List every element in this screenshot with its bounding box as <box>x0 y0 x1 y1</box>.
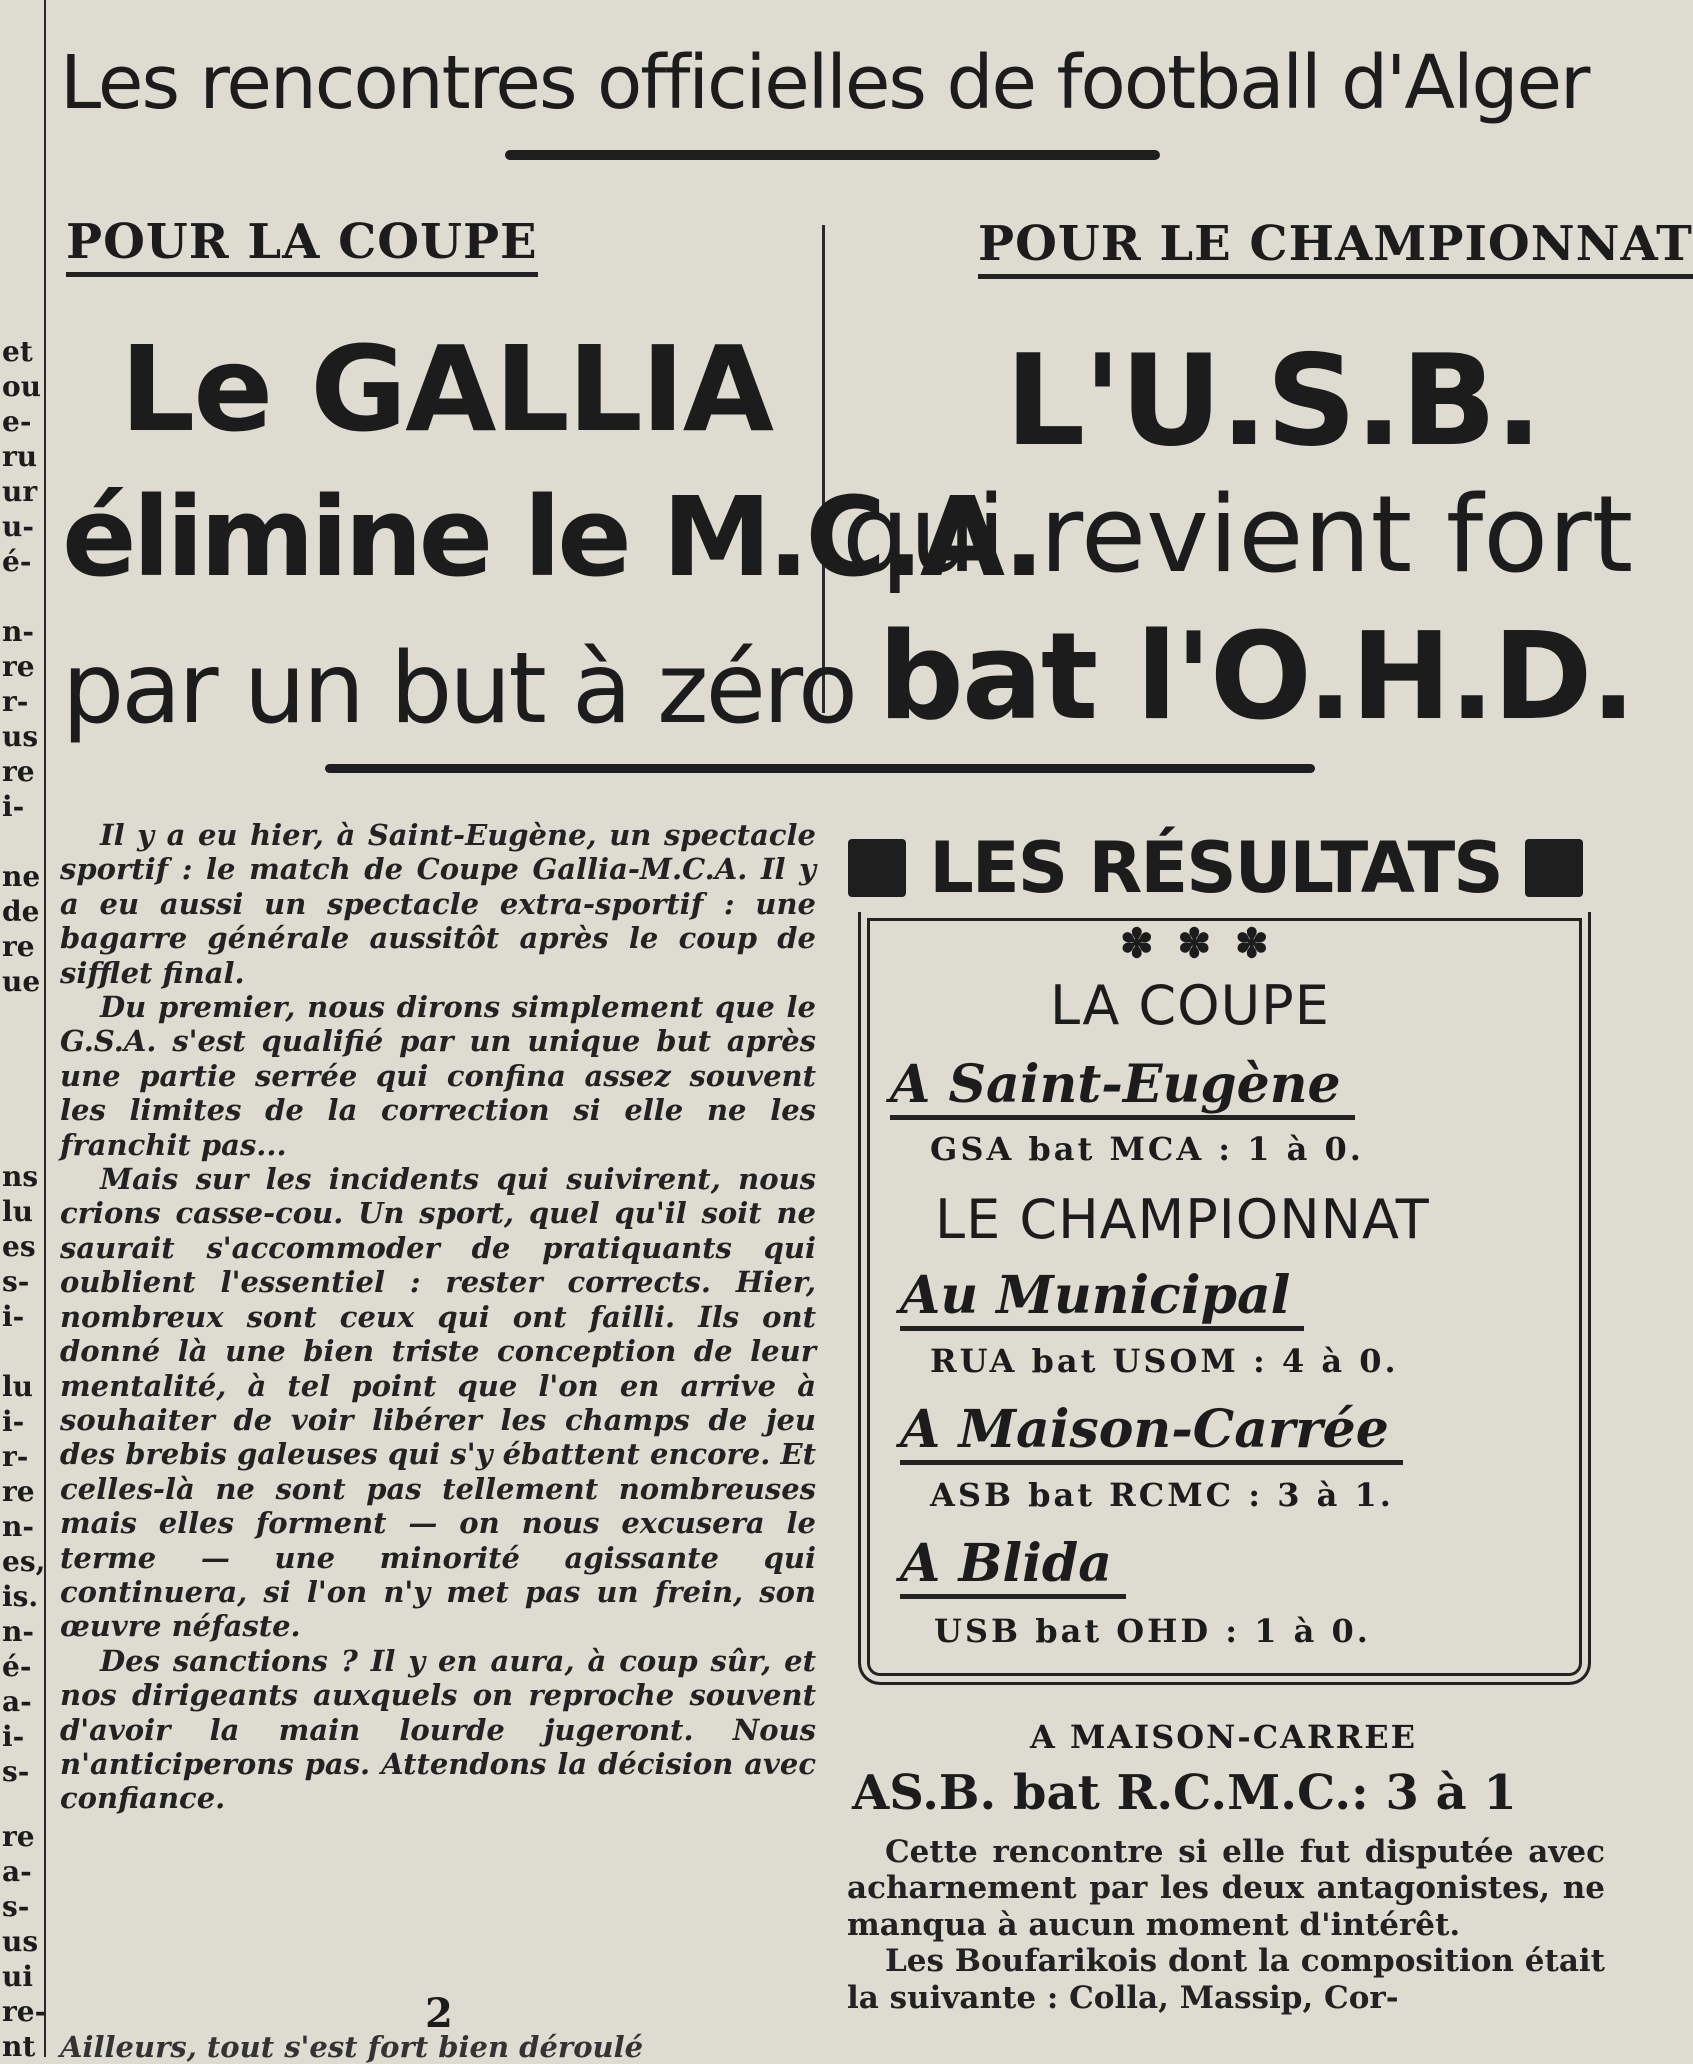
margin-fragment: é- <box>2 545 32 578</box>
margin-fragment: re <box>2 930 35 963</box>
margin-fragment: is. <box>2 1580 39 1613</box>
margin-fragment: re <box>2 755 35 788</box>
margin-fragment: s- <box>2 1265 30 1298</box>
margin-fragment: ue <box>2 965 41 998</box>
margin-fragment: e- <box>2 405 32 438</box>
adjacent-column-fragments <box>0 0 47 2063</box>
margin-fragment: lu <box>2 1370 33 1403</box>
square-ornament-right <box>1525 839 1583 897</box>
margin-fragment: é- <box>2 1650 32 1683</box>
venue-municipal: Au Municipal <box>900 1266 1304 1331</box>
margin-fragment: re <box>2 1475 35 1508</box>
margin-fragment: i- <box>2 1300 25 1333</box>
margin-fragment: re <box>2 650 35 683</box>
section-championnat: POUR LE CHAMPIONNAT <box>978 214 1693 279</box>
section-coupe: POUR LA COUPE <box>66 212 538 277</box>
margin-fragment: ns <box>2 1160 39 1193</box>
margin-fragment: nt <box>2 2030 36 2063</box>
report-body <box>847 1834 1605 2016</box>
article-next-line: Ailleurs, tout s'est fort bien déroulé <box>60 2030 644 2064</box>
margin-fragment: s- <box>2 1755 30 1788</box>
margin-fragment: ru <box>2 440 38 473</box>
margin-fragment: a- <box>2 1855 32 1888</box>
margin-fragment: re- <box>2 1995 47 2028</box>
margin-fragment: ne <box>2 860 41 893</box>
margin-fragment: n- <box>2 615 34 648</box>
margin-fragment: es <box>2 1230 36 1263</box>
score-municipal: RUA bat USOM : 4 à 0. <box>930 1342 1399 1380</box>
headline-left-line1: Le GALLIA <box>120 320 773 458</box>
headline-left-line3: par un but à zéro <box>62 632 856 746</box>
margin-fragment: es, <box>2 1545 46 1578</box>
margin-fragment: ui <box>2 1960 33 1993</box>
venue-blida: A Blida <box>900 1534 1126 1599</box>
results-championnat-heading: LE CHAMPIONNAT <box>935 1188 1430 1251</box>
report-headline: AS.B. bat R.C.M.C.: 3 à 1 <box>852 1765 1517 1821</box>
report-paragraph: Cette rencontre si elle fut disputée avec acharnement par les deux antagonistes, ne manqua à aucun moment d'intérêt. <box>847 1834 1605 1943</box>
margin-fragment: et <box>2 335 33 368</box>
article-body <box>60 818 816 1816</box>
results-title: LES RÉSULTATS <box>929 827 1502 909</box>
margin-fragment: a- <box>2 1685 32 1718</box>
margin-fragment: ur <box>2 475 38 508</box>
headline-right-line1: L'U.S.B. <box>1005 327 1541 474</box>
margin-fragment: us <box>2 720 39 753</box>
margin-fragment: r- <box>2 685 29 718</box>
headline-left-line2: élimine le M.C.A. <box>62 473 1041 601</box>
margin-fragment: lu <box>2 1195 33 1228</box>
main-title: Les rencontres officielles de football d'Alger <box>60 40 1589 126</box>
report-paragraph: Les Boufarikois dont la composition était la suivante : Colla, Massip, Cor- <box>847 1943 1605 2016</box>
margin-fragment: de <box>2 895 40 928</box>
margin-fragment: n- <box>2 1510 34 1543</box>
results-header <box>848 827 1583 909</box>
section-number: 2 <box>425 1990 453 2037</box>
margin-fragment: i- <box>2 1720 25 1753</box>
article-paragraph: Il y a eu hier, à Saint-Eugène, un spectacle sportif : le match de Coupe Gallia-M.C.A. Il y a eu aussi un spectacle extra-sportif : une bagarre générale aussitôt après le coup de sifflet final. <box>60 818 816 990</box>
article-paragraph: Du premier, nous dirons simplement que le G.S.A. s'est qualifié par un unique but après une partie serrée qui confina assez souvent les limites de la correction si elle ne les franchit pas... <box>60 990 816 1162</box>
results-coupe-heading: LA COUPE <box>1050 974 1330 1037</box>
article-paragraph: Mais sur les incidents qui suivirent, nous crions casse-cou. Un sport, quel qu'il soit ne saurait s'accommoder de pratiquants qui oublient l'essentiel : rester corrects. Hier, nombreux sont ceux qui ont failli. Ils ont donné là une bien triste conception de leur mentalité, à tel point que l'on en arrive à souhaiter de voir libérer les champs de jeu des brebis galeuses qui s'y ébattent encore. Et celles-là ne sont pas tellement nombreuses mais elles forment — on nous excusera le terme — une minorité agissante qui continuera, si l'on n'y met pas un frein, son œuvre néfaste. <box>60 1162 816 1644</box>
score-maison-carree: ASB bat RCMC : 3 à 1. <box>930 1476 1394 1514</box>
margin-fragment: r- <box>2 1440 29 1473</box>
margin-fragment: us <box>2 1925 39 1958</box>
margin-fragment: u- <box>2 510 34 543</box>
headline-right-line2: qui revient fort <box>842 473 1634 596</box>
headline-right-line3: bat l'O.H.D. <box>878 608 1635 747</box>
margin-fragment: re <box>2 1820 35 1853</box>
headline-rule <box>325 764 1315 773</box>
margin-fragment: i- <box>2 1405 25 1438</box>
article-paragraph: Des sanctions ? Il y en aura, à coup sûr, et nos dirigeants auxquels on reproche souvent d'avoir la main lourde jugeront. Nous n'anticiperons pas. Attendons la décision avec confiance. <box>60 1643 816 1816</box>
title-rule <box>505 150 1160 160</box>
margin-fragment: ou <box>2 370 42 403</box>
venue-maison-carree: A Maison-Carrée <box>900 1400 1403 1465</box>
score-coupe: GSA bat MCA : 1 à 0. <box>930 1130 1364 1168</box>
score-blida: USB bat OHD : 1 à 0. <box>934 1612 1371 1650</box>
margin-fragment: s- <box>2 1890 30 1923</box>
venue-saint-eugene: A Saint-Eugène <box>890 1055 1355 1120</box>
margin-fragment: n- <box>2 1615 34 1648</box>
report-location: A MAISON-CARREE <box>1030 1718 1417 1756</box>
margin-fragment: i- <box>2 790 25 823</box>
square-ornament-left <box>848 839 906 897</box>
star-ornaments: ✽✽✽ <box>1120 920 1293 967</box>
